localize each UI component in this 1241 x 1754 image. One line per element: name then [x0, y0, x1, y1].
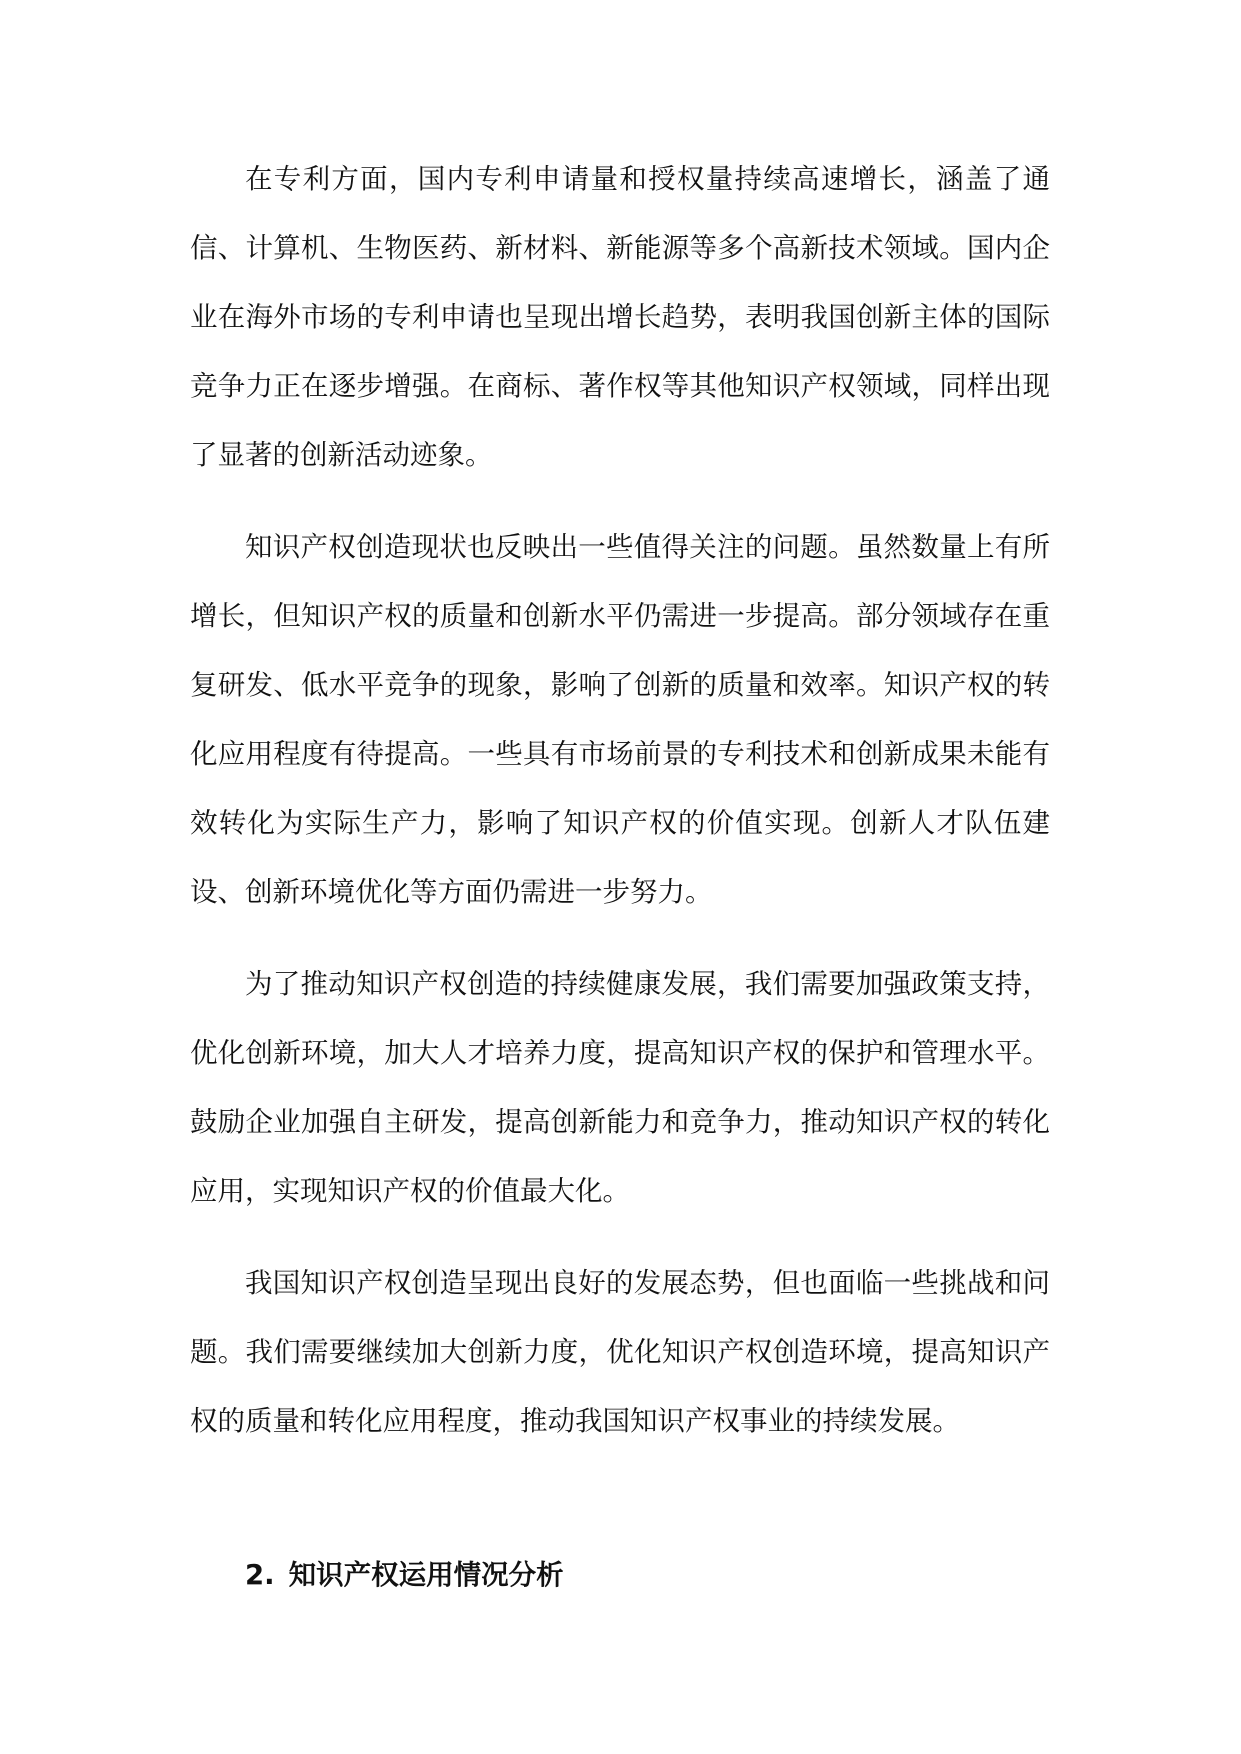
paragraph-conclusion: 我国知识产权创造呈现出良好的发展态势，但也面临一些挑战和问题。我们需要继续加大创新力度，优化知识产权创造环境，提高知识产权的质量和转化应用程度，推动我国知识产权事业的持续发展。: [190, 1267, 1050, 1437]
paragraph-measures: 为了推动知识产权创造的持续健康发展，我们需要加强政策支持，优化创新环境，加大人才培养力度，提高知识产权的保护和管理水平。鼓励企业加强自主研发，提高创新能力和竞争力，推动知识产权的转化应用，实现知识产权的价值最大化。: [190, 968, 1050, 1207]
section-number: 2.: [245, 1559, 275, 1591]
body-text: [190, 145, 1050, 1456]
section-title: 知识产权运用情况分析: [288, 1559, 564, 1591]
paragraph-issues: 知识产权创造现状也反映出一些值得关注的问题。虽然数量上有所增长，但知识产权的质量和创新水平仍需进一步提高。部分领域存在重复研发、低水平竞争的现象，影响了创新的质量和效率。知识产权的转化应用程度有待提高。一些具有市场前景的专利技术和创新成果未能有效转化为实际生产力，影响了知识产权的价值实现。创新人才队伍建设、创新环境优化等方面仍需进一步努力。: [190, 531, 1050, 908]
section-heading: [245, 1555, 564, 1595]
paragraph-patents: 在专利方面，国内专利申请量和授权量持续高速增长，涵盖了通信、计算机、生物医药、新材料、新能源等多个高新技术领域。国内企业在海外市场的专利申请也呈现出增长趋势，表明我国创新主体的国际竞争力正在逐步增强。在商标、著作权等其他知识产权领域，同样出现了显著的创新活动迹象。: [190, 163, 1050, 471]
